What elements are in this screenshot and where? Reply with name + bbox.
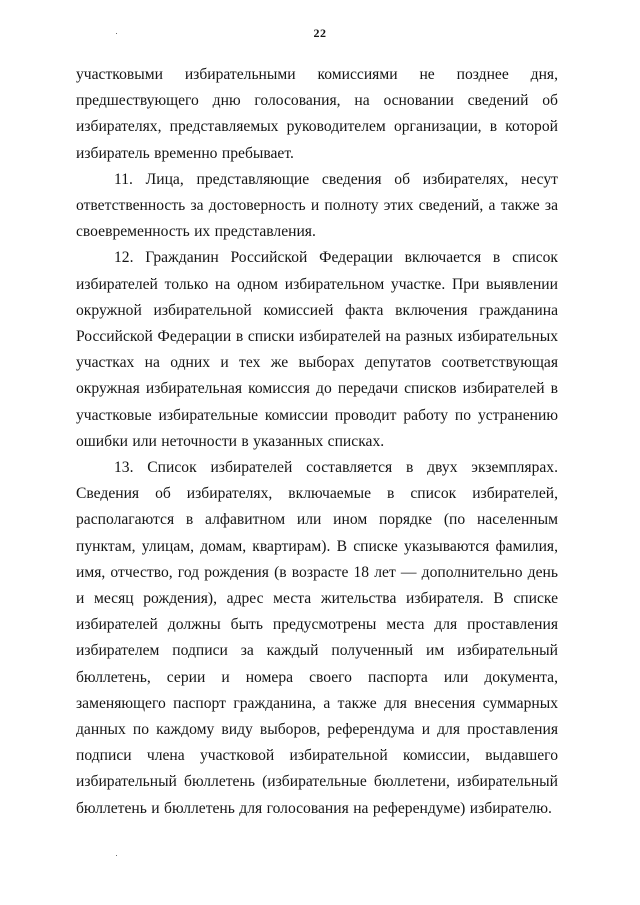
paragraph-continuation: участковыми избирательными комиссиями не позднее дня, предшествующего дню голосования, на основании сведений об избирателях, представляемых руководителем организации, в которой избиратель временно пребывает. <box>76 66 558 162</box>
paragraph-13: 13. Список избирателей составляется в двух экземплярах. Сведения об избирателях, включаемые в список избирателей, располагаются в алфавитном или ином порядке (по населенным пунктам, улицам, домам, квартирам). В списке указываются фамилия, имя, отчество, год рождения (в возрасте 18 лет — дополнительно день и месяц рождения), адрес места жительства избирателя. В списке избирателей должны быть предусмотрены места для проставления избирателем подписи за каждый полученный им избирательный бюллетень, серии и номера своего паспорта или документа, заменяющего паспорт гражданина, а также для внесения суммарных данных по каждому виду выборов, референдума и для проставления подписи члена участковой избирательной комиссии, выдавшего избирательный бюллетень (избирательные бюллетени, избирательный бюллетень и бюллетень для голосования на референдуме) избирателю. <box>76 459 558 817</box>
scan-speck <box>116 855 117 856</box>
paragraph-12: 12. Гражданин Российской Федерации включается в список избирателей только на одном избирательном участке. При выявлении окружной избирательной комиссией факта включения гражданина Российской Федерации в списки избирателей на разных избирательных участках на одних и тех же выборах депутатов соответствующая окружная избирательная комиссия до передачи списков избирателей в участковые избирательные комиссии проводит работу по устранению ошибки или неточности в указанных списках. <box>76 249 558 450</box>
document-body <box>76 62 558 822</box>
page-number: 22 <box>313 26 327 40</box>
paragraph-11: 11. Лица, представляющие сведения об избирателях, несут ответственность за достоверность и полноту этих сведений, а также за своевременность их представления. <box>76 170 558 241</box>
